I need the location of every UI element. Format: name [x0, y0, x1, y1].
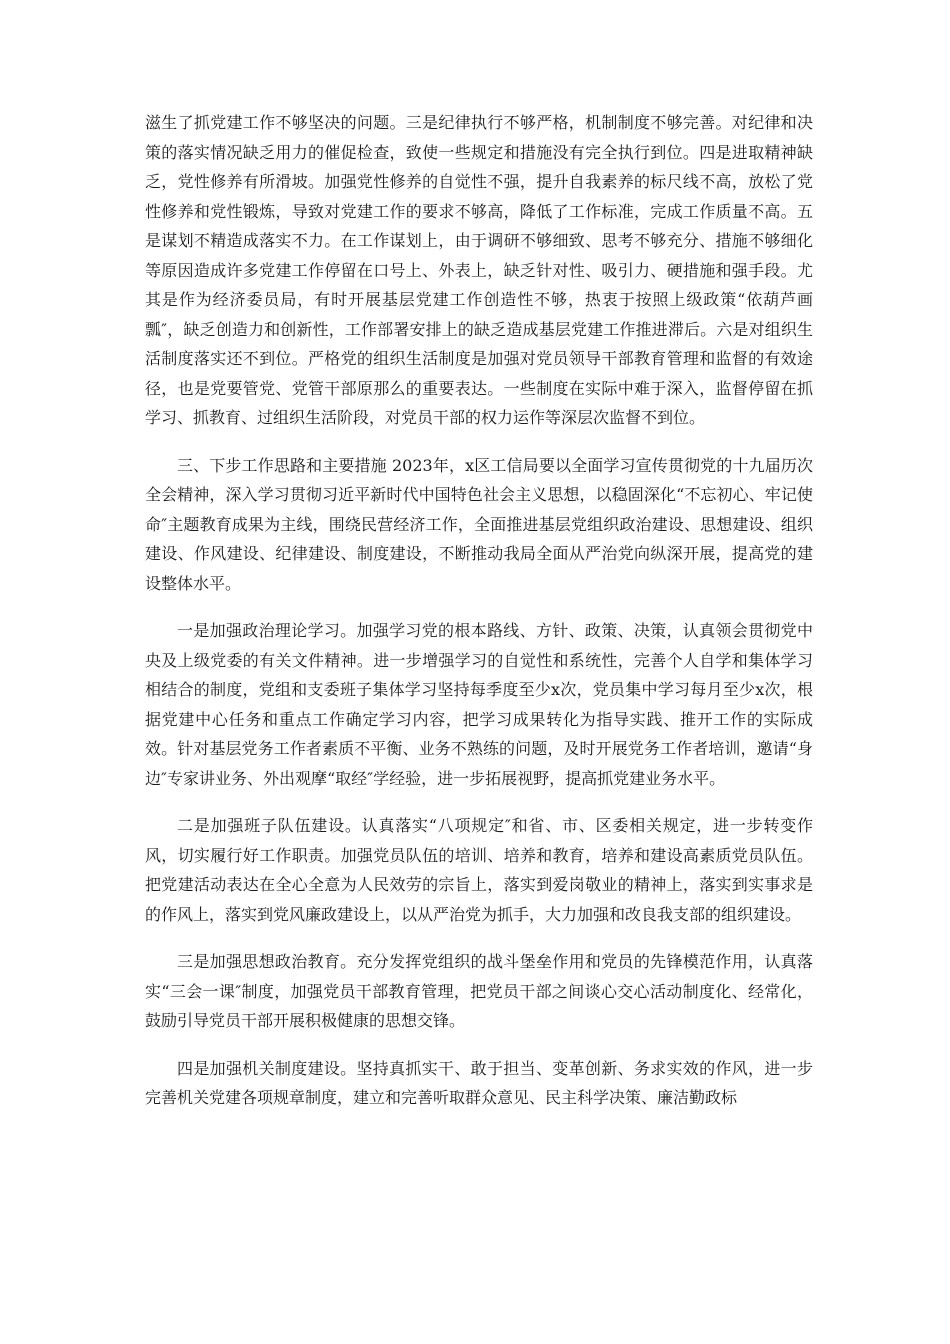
paragraph-institution-building: 四是加强机关制度建设。坚持真抓实干、敢于担当、变革创新、务求实效的作风，进一步完善机关党建各项规章制度，建立和完善听取群众意见、民主科学决策、廉洁勤政标 — [145, 1058, 813, 1107]
paragraph-next-steps: 三、下步工作思路和主要措施 2023年，x区工信局要以全面学习宣传贯彻党的十九届历次全会精神，深入学习贯彻习近平新时代中国特色社会主义思想，以稳固深化“不忘初心、牢记使命″主题教育成果为主线，围绕民营经济工作，全面推进基层党组织政治建设、思想建设、组织建设、作风建设、纪律建设、制度建设，不断推动我局全面从严治党向纵深开展，提高党的建设整体水平。 — [145, 455, 813, 593]
paragraph-ideological-education: 三是加强思想政治教育。充分发挥党组织的战斗堡垒作用和党员的先锋模范作用，认真落实“三会一课″制度，加强党员干部教育管理，把党员干部之间谈心交心活动制度化、经常化，鼓励引导党员干部开展积极健康的思想交锋。 — [145, 952, 813, 1030]
paragraph-continuation: 滋生了抓党建工作不够坚决的问题。三是纪律执行不够严格，机制制度不够完善。对纪律和决策的落实情况缺乏用力的催促检查，致使一些规定和措施没有完全执行到位。四是进取精神缺乏，党性修养有所滑坡。加强党性修养的自觉性不强，提升自我素养的标尺线不高，放松了党性修养和党性锻炼，导致对党建工作的要求不够高，降低了工作标准，完成工作质量不高。五是谋划不精造成落实不力。在工作谋划上，由于调研不够细致、思考不够充分、措施不够细化等原因造成许多党建工作停留在口号上、外表上，缺乏针对性、吸引力、硬措施和强手段。尤其是作为经济委员局，有时开展基层党建工作创造性不够，热衷于按照上级政策“依葫芦画瓢″，缺乏创造力和创新性，工作部署安排上的缺乏造成基层党建工作推进滞后。六是对组织生活制度落实还不到位。严格党的组织生活制度是加强对党员领导干部教育管理和监督的有效途径，也是党要管党、党管干部原那么的重要表达。一些制度在实际中难于深入，监督停留在抓学习、抓教育、过组织生活阶段，对党员干部的权力运作等深层次监督不到位。 — [145, 113, 813, 427]
document-page — [145, 108, 813, 1131]
paragraph-team-building: 二是加强班子队伍建设。认真落实“八项规定″和省、市、区委相关规定，进一步转变作风，切实履行好工作职责。加强党员队伍的培训、培养和教育，培养和建设高素质党员队伍。把党建活动表达在全心全意为人民效劳的宗旨上，落实到爱岗敬业的精神上，落实到实事求是的作风上，落实到党风廉政建设上，以从严治党为抓手，大力加强和改良我支部的组织建设。 — [145, 816, 813, 924]
paragraph-political-study: 一是加强政治理论学习。加强学习党的根本路线、方针、政策、决策，认真领会贯彻党中央及上级党委的有关文件精神。进一步增强学习的自觉性和系统性，完善个人自学和集体学习相结合的制度，党组和支委班子集体学习坚持每季度至少x次，党员集中学习每月至少x次，根据党建中心任务和重点工作确定学习内容，把学习成果转化为指导实践、推开工作的实际成效。针对基层党务工作者素质不平衡、业务不熟练的问题，及时开展党务工作者培训，邀请“身边″专家讲业务、外出观摩“取经″学经验，进一步拓展视野，提高抓党建业务水平。 — [145, 621, 813, 788]
